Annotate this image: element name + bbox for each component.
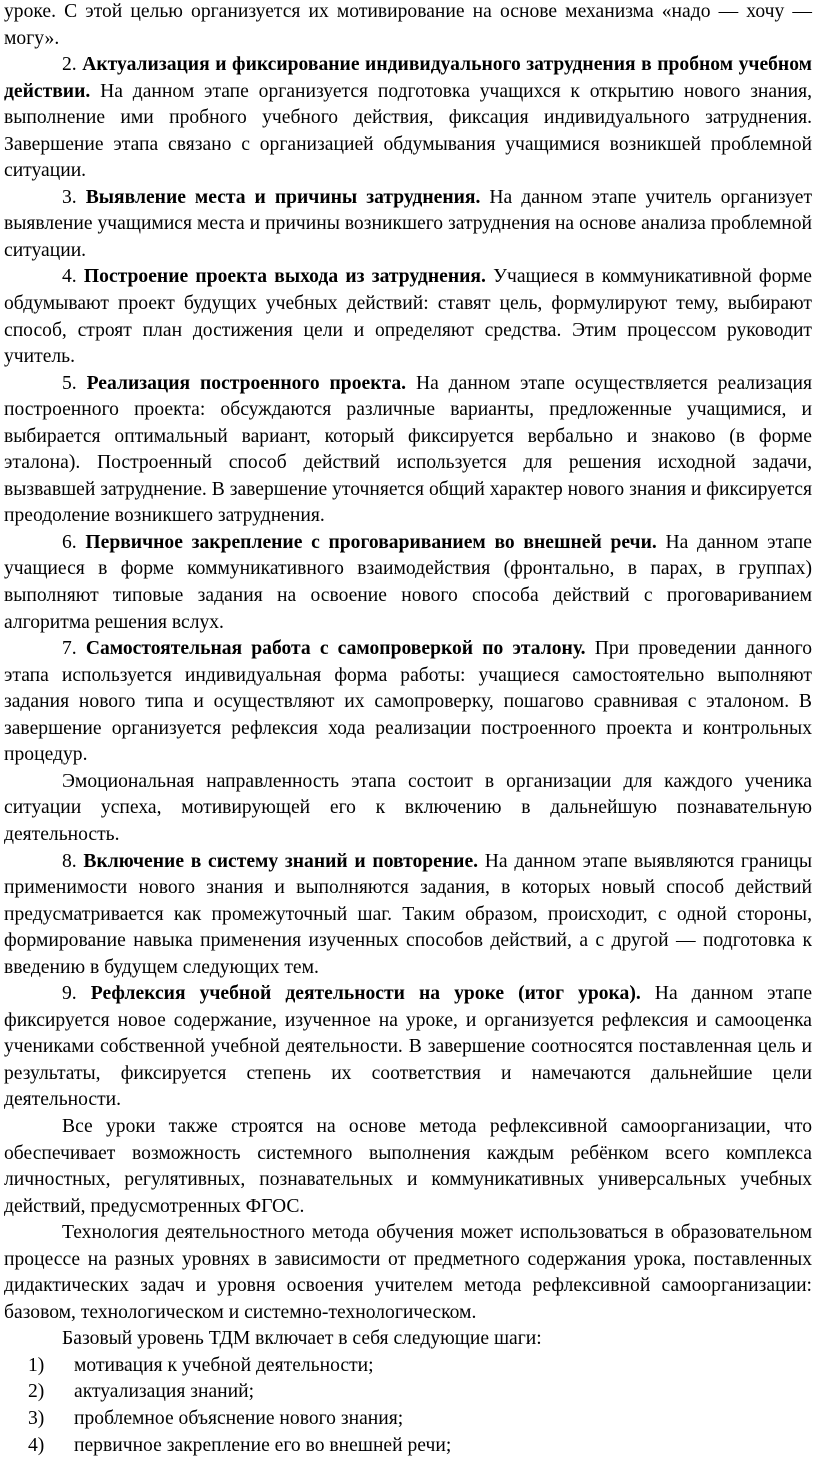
paragraph-step-6 [4,530,812,636]
paragraph-step-7 [4,636,812,769]
paragraph-step-4 [4,264,812,370]
paragraph-step-9 [4,981,812,1114]
paragraph-reflexive-method [4,1114,812,1220]
step-number: 5. [62,372,87,394]
paragraph-text: Технология деятельностного метода обучения может использоваться в образовательном процессе на разных уровнях в зависимости от предметного содержания урока, поставленных дидактических задач и уровня освоения учителем метода рефлексивной самоорганизации: базовом, технологическом и системно-технологическом. [4,1222,812,1323]
list-item-number: 4) [28,1434,45,1456]
paragraph-text: Учащиеся в коммуникативной форме обдумывают проект будущих учебных действий: ставят цель, формулируют тему, выбирают способ, строят план достижения цели и определяют средства. Этим процессом руководит учитель. [4,266,813,368]
paragraph-text: На данном этапе учитель организует выявление учащимися места и причины возникшего затруднения на основе анализа проблемной ситуации. [4,186,813,261]
step-heading: Рефлексия учебной деятельности на уроке (итог урока). [90,983,641,1005]
list-item [4,1406,812,1433]
step-heading: Выявление места и причины затруднения. [85,186,481,208]
list-item-number: 1) [28,1354,45,1376]
paragraph-step-2 [4,52,812,185]
paragraph-text: На данном этапе фиксируется новое содержание, изученное на уроке, и организуется рефлексия и самооценка учениками собственной учебной деятельности. В завершение соотносятся поставленная цель и результаты, фиксируется степень их соответствия и намечаются дальнейшие цели деятельности. [4,983,813,1111]
step-number: 9. [62,983,91,1005]
paragraph-tdm-levels [4,1220,812,1326]
step-number: 2. [62,54,83,76]
step-heading: Первичное закрепление с проговариванием во внешней речи. [85,531,657,553]
list-item-text: актуализация знаний; [74,1381,255,1403]
list-item [4,1353,812,1380]
paragraph-text: Базовый уровень ТДМ включает в себя следующие шаги: [62,1328,542,1350]
step-heading: Включение в систему знаний и повторение. [83,850,479,872]
list-item-text: первичное закрепление его во внешней речи; [74,1434,452,1456]
step-number: 4. [62,266,84,288]
paragraph-text: Все уроки также строятся на основе метода рефлексивной самоорганизации, что обеспечивает возможность системного выполнения каждым ребёнком всего комплекса личностных, регулятивных, познавательных и коммуникативных универсальных учебных действий, предусмотренных ФГОС. [4,1115,812,1217]
step-heading: Самостоятельная работа с самопроверкой по эталону. [85,638,586,660]
paragraph-text: Эмоциональная направленность этапа состоит в организации для каждого ученика ситуации успеха, мотивирующей его к включению в дальнейшую познавательную деятельность. [4,770,812,845]
paragraph-intro-continuation [4,0,812,52]
paragraph-emotional-focus [4,769,812,849]
step-heading: Актуализация и фиксирование индивидуального затруднения в пробном учебном действии. [4,54,812,102]
list-item-text: проблемное объяснение нового знания; [74,1407,404,1429]
step-number: 3. [62,186,86,208]
base-level-steps-list [4,1353,812,1459]
step-number: 6. [62,531,86,553]
list-item [4,1433,812,1460]
paragraph-text: На данном этапе учащиеся в форме коммуникативного взаимодействия (фронтально, в парах, в группах) выполняют типовые задания на освоение нового способа действий с проговариванием алгоритма решения вслух. [4,531,812,633]
paragraph-step-5 [4,371,812,530]
step-heading: Реализация построенного проекта. [86,372,407,394]
list-item [4,1379,812,1406]
paragraph-text: При проведении данного этапа используется индивидуальная форма работы: учащиеся самостоятельно выполняют задания нового типа и осуществляют их самопроверку, пошагово сравнивая с эталоном. В завершение организуется рефлексия хода реализации построенного проекта и контрольных процедур. [4,638,812,766]
list-item-text: мотивация к учебной деятельности; [74,1354,374,1376]
list-item-number: 3) [28,1407,45,1429]
paragraph-step-3 [4,185,812,265]
paragraph-text: На данном этапе выявляются границы применимости нового знания и выполняются задания, в которых новый способ действий предусматривается как промежуточный шаг. Таким образом, происходит, с одной стороны, формирование навыка применения изученных способов действий, а с другой — подготовка к введению в будущем следующих тем. [4,850,813,978]
paragraph-text: На данном этапе осуществляется реализация построенного проекта: обсуждаются различные варианты, предложенные учащимися, и выбирается оптимальный вариант, который фиксируется вербально и знаково (в форме эталона). Построенный способ действий используется для решения исходной задачи, вызвавшей затруднение. В завершение уточняется общий характер нового знания и фиксируется преодоление возникшего затруднения. [4,372,812,527]
step-number: 8. [62,850,84,872]
step-number: 7. [62,638,86,660]
paragraph-text: уроке. С этой целью организуется их мотивирование на основе механизма «надо — хочу — могу». [4,1,812,49]
paragraph-base-level-intro [4,1326,812,1353]
step-heading: Построение проекта выхода из затруднения. [83,266,486,288]
paragraph-step-8 [4,849,812,982]
paragraph-text: На данном этапе организуется подготовка учащихся к открытию нового знания, выполнение ими пробного учебного действия, фиксация индивидуального затруднения. Завершение этапа связано с организацией обдумывания учащимися возникшей проблемной ситуации. [4,80,812,182]
list-item-number: 2) [28,1381,45,1403]
